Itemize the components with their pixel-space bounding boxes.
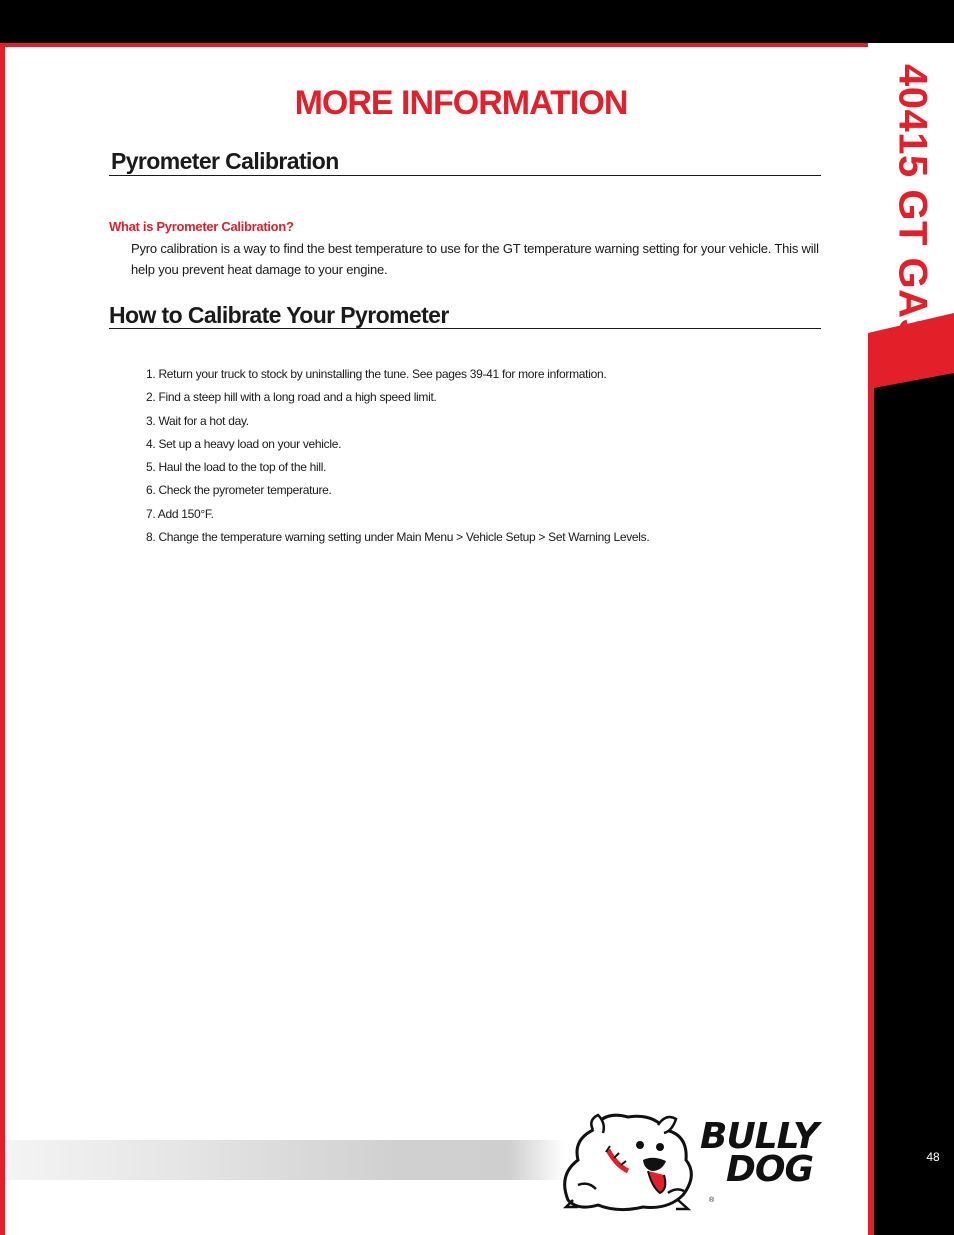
bully-dog-wordmark bbox=[700, 1116, 840, 1190]
list-item: 3. Wait for a hot day. bbox=[146, 413, 249, 428]
list-item: 2. Find a steep hill with a long road and a high speed limit. bbox=[146, 390, 437, 405]
page-number: 48 bbox=[926, 1150, 940, 1164]
list-item: 4. Set up a heavy load on your vehicle. bbox=[146, 436, 342, 451]
wordmark-line-1: BULLY bbox=[700, 1116, 819, 1157]
list-item: 7. Add 150°F. bbox=[146, 506, 214, 521]
wordmark-line-2: DOG bbox=[726, 1149, 814, 1190]
calibration-steps-list bbox=[146, 365, 846, 551]
left-red-border bbox=[0, 43, 5, 1235]
side-product-title-text: 40415 GT GAS bbox=[890, 64, 935, 346]
registered-mark: ® bbox=[709, 1197, 715, 1204]
top-bar bbox=[0, 0, 954, 43]
list-item: 1. Return your truck to stock by uninstalling the tune. See pages 39-41 for more information. bbox=[146, 367, 607, 381]
section-rule bbox=[109, 175, 821, 176]
bulldog-logo-icon bbox=[548, 1105, 708, 1215]
faq-question: What is Pyrometer Calibration? bbox=[109, 219, 294, 234]
page-title: MORE INFORMATION bbox=[294, 84, 628, 122]
faq-answer: Pyro calibration is a way to find the best temperature to use for the GT temperature warning setting for your vehicle. This will help you prevent heat damage to your engine. bbox=[131, 241, 819, 277]
list-item: 6. Check the pyrometer temperature. bbox=[146, 483, 332, 498]
section-heading-how-to-calibrate: How to Calibrate Your Pyrometer bbox=[109, 302, 449, 328]
top-red-rule bbox=[0, 43, 870, 47]
footer-gradient-bar bbox=[5, 1140, 565, 1180]
section-heading-pyrometer-calibration: Pyrometer Calibration bbox=[111, 148, 339, 174]
list-item: 5. Haul the load to the top of the hill. bbox=[146, 460, 327, 475]
section-rule bbox=[109, 328, 821, 329]
list-item: 8. Change the temperature warning setting under Main Menu > Vehicle Setup > Set Warning Levels. bbox=[146, 530, 650, 545]
